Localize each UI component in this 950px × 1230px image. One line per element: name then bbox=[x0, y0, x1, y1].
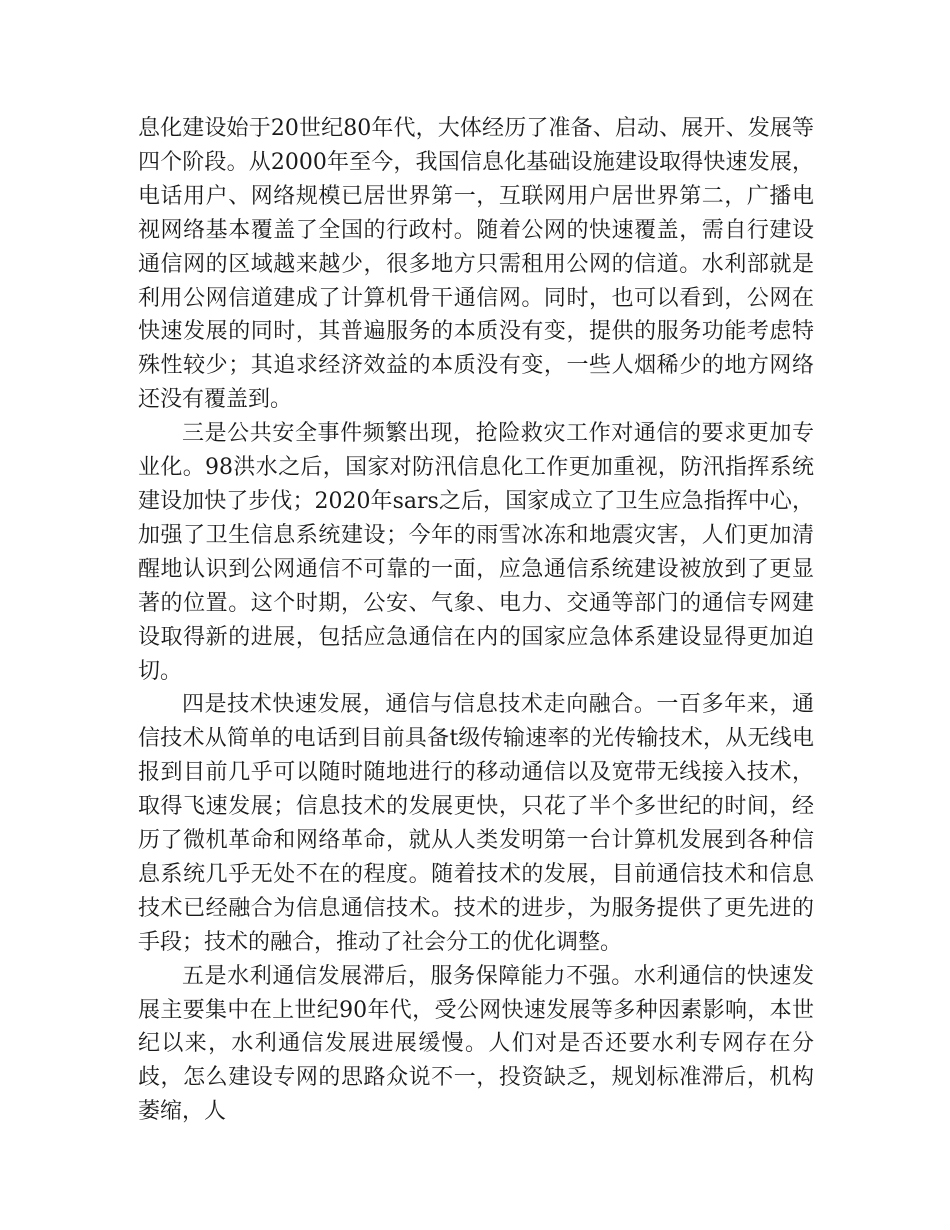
document-page bbox=[138, 112, 814, 1129]
paragraph-4: 五是水利通信发展滞后，服务保障能力不强。水利通信的快速发展主要集中在上世纪90年代，受公网快速发展等多种因素影响，本世纪以来，水利通信发展进展缓慢。人们对是否还要水利专网存在分歧，怎么建设专网的思路众说不一，投资缺乏，规划标准滞后，机构萎缩，人 bbox=[138, 963, 814, 1125]
paragraph-1: 息化建设始于20世纪80年代，大体经历了准备、启动、展开、发展等四个阶段。从2000年至今，我国信息化基础设施建设取得快速发展，电话用户、网络规模已居世界第一，互联网用户居世界第二，广播电视网络基本覆盖了全国的行政村。随着公网的快速覆盖，需自行建设通信网的区域越来越少，很多地方只需租用公网的信道。水利部就是利用公网信道建成了计算机骨干通信网。同时，也可以看到，公网在快速发展的同时，其普遍服务的本质没有变，提供的服务功能考虑特殊性较少；其追求经济效益的本质没有变，一些人烟稀少的地方网络还没有覆盖到。 bbox=[138, 116, 814, 413]
paragraph-2: 三是公共安全事件频繁出现，抢险救灾工作对通信的要求更加专业化。98洪水之后，国家对防汛信息化工作更加重视，防汛指挥系统建设加快了步伐；2020年sars之后，国家成立了卫生应急指挥中心，加强了卫生信息系统建设；今年的雨雪冰冻和地震灾害，人们更加清醒地认识到公网通信不可靠的一面，应急通信系统建设被放到了更显著的位置。这个时期，公安、气象、电力、交通等部门的通信专网建设取得新的进展，包括应急通信在内的国家应急体系建设显得更加迫切。 bbox=[138, 421, 814, 684]
paragraph-3: 四是技术快速发展，通信与信息技术走向融合。一百多年来，通信技术从简单的电话到目前具备t级传输速率的光传输技术，从无线电报到目前几乎可以随时随地进行的移动通信以及宽带无线接入技术，取得飞速发展；信息技术的发展更快，只花了半个多世纪的时间，经历了微机革命和网络革命，就从人类发明第一台计算机发展到各种信息系统几乎无处不在的程度。随着技术的发展，目前通信技术和信息技术已经融合为信息通信技术。技术的进步，为服务提供了更先进的手段；技术的融合，推动了社会分工的优化调整。 bbox=[138, 692, 814, 955]
